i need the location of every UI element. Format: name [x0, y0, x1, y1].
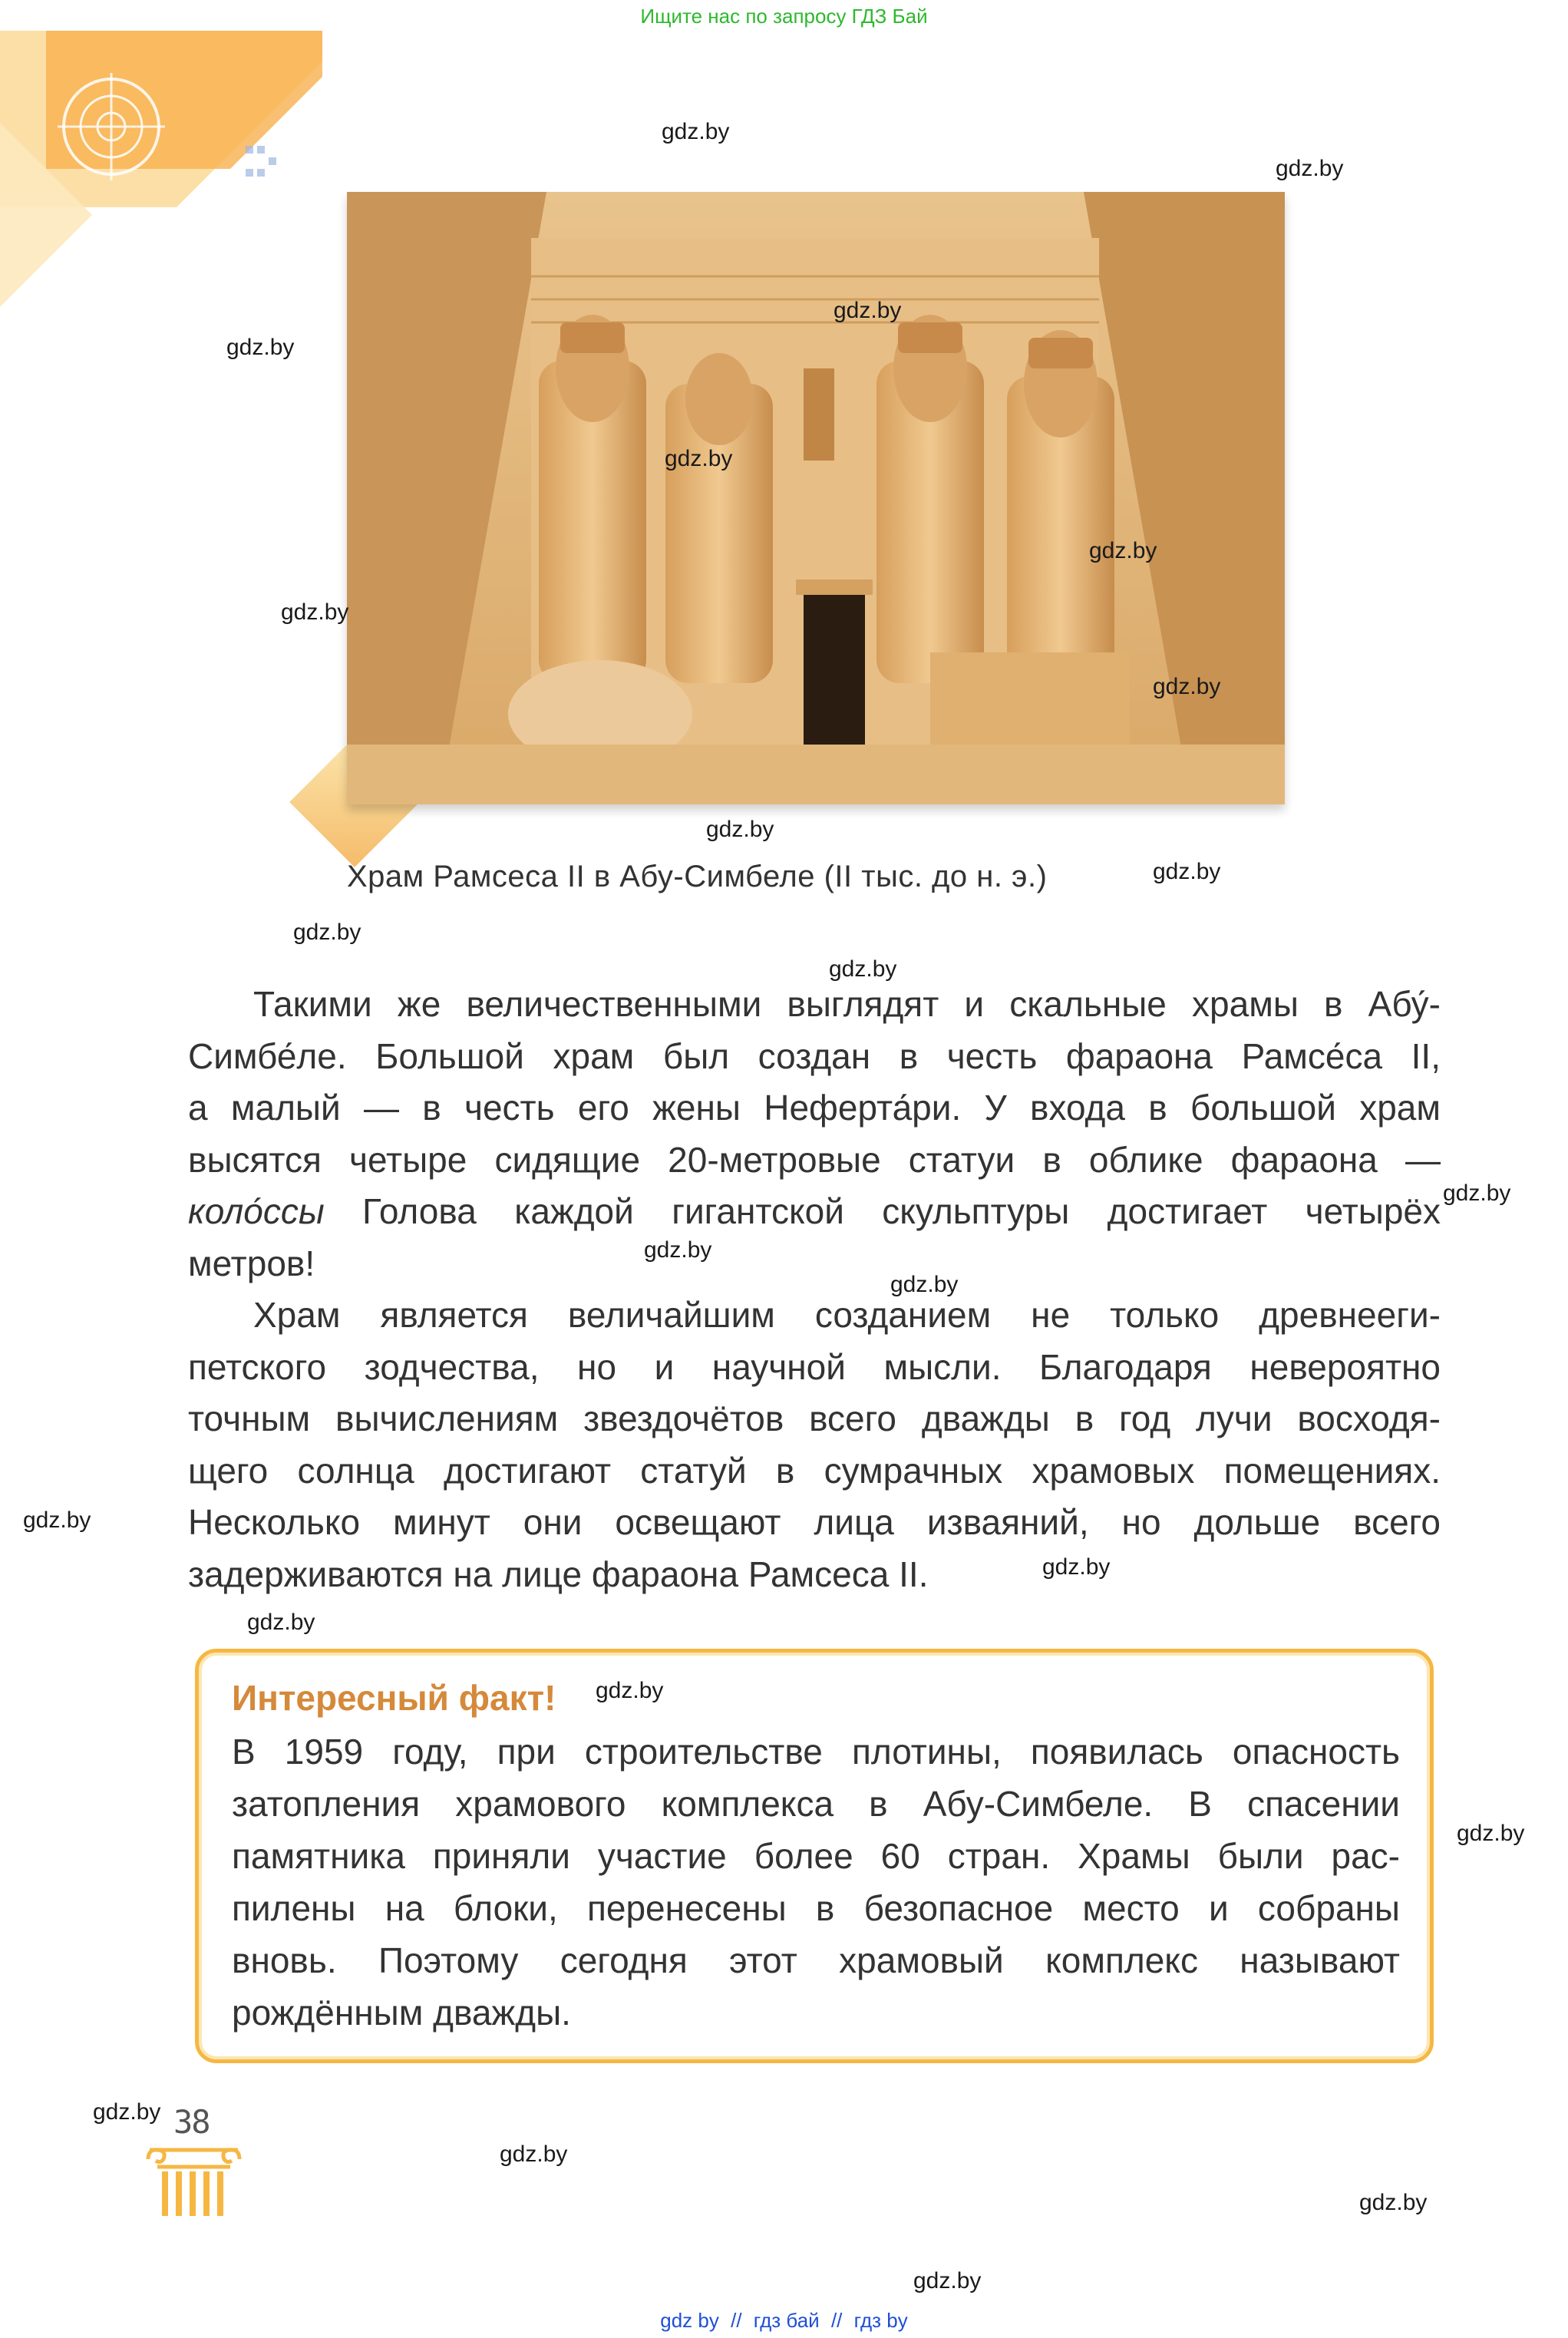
fact-text: [232, 1725, 1400, 2039]
watermark: gdz.by: [247, 1610, 315, 1635]
fact-line: вновь. Поэтому сегодня этот храмовый комплекс называют: [232, 1940, 1400, 1980]
fact-line: затопления храмового комплекса в Абу-Симбеле. В спасении: [232, 1784, 1400, 1824]
footer-link[interactable]: gdz by: [660, 2309, 719, 2332]
paragraph-line: задерживаются на лице фараона Рамсеса II.: [188, 1554, 929, 1594]
fact-title: Интересный факт!: [232, 1678, 556, 1718]
paragraph-line: Храм является величайшим созданием не только древнееги-: [253, 1295, 1441, 1335]
watermark: gdz.by: [706, 817, 774, 842]
watermark: gdz.by: [829, 956, 897, 982]
paragraph-line: щего солнца достигают статуй в сумрачных храмовых помещениях.: [188, 1450, 1441, 1491]
watermark: gdz.by: [226, 335, 295, 360]
watermark: gdz.by: [913, 2268, 982, 2293]
fact-line: рождённым дважды.: [232, 1993, 571, 2033]
paragraph-line: метров!: [188, 1243, 315, 1283]
paragraph-line: высятся четыре сидящие 20-метровые статуи в облике фараона —: [188, 1139, 1441, 1180]
paragraph-line: а малый — в честь его жены Неферта́ри. У входа в большой храм: [188, 1088, 1441, 1128]
temple-photo: [347, 192, 1285, 804]
ionic-column-icon: [142, 2145, 246, 2218]
paragraph-1: [188, 979, 1441, 1290]
paragraph-line: Симбе́ле. Большой храм был создан в честь фараона Рамсе́са II,: [188, 1035, 1441, 1076]
page-number: 38: [173, 2103, 210, 2141]
watermark: gdz.by: [1153, 859, 1221, 884]
watermark: gdz.by: [293, 920, 361, 945]
paragraph-line: Несколько минут они освещают лица изваяний, но дольше всего: [188, 1502, 1441, 1542]
watermark: gdz.by: [665, 446, 733, 471]
watermark: gdz.by: [500, 2142, 568, 2167]
watermark: gdz.by: [1042, 1554, 1111, 1580]
footer-separator: //: [830, 2309, 843, 2332]
footer-link[interactable]: гдз by: [853, 2309, 908, 2332]
watermark: gdz.by: [23, 1507, 91, 1533]
fact-line: пилены на блоки, перенесены в безопасное место и собраны: [232, 1888, 1400, 1928]
fact-line: В 1959 году, при строительстве плотины, появилась опасность: [232, 1732, 1400, 1772]
paragraph-line: точным вычислениям звездочётов всего дважды в год лучи восходя-: [188, 1399, 1441, 1438]
watermark: gdz.by: [281, 599, 349, 625]
watermark: gdz.by: [93, 2099, 161, 2125]
paragraph-line: Такими же величественными выглядят и скальные храмы в Абу́-: [253, 984, 1441, 1024]
watermark: gdz.by: [1153, 674, 1221, 699]
watermark: gdz.by: [644, 1237, 712, 1263]
footer-links: [0, 2309, 1568, 2333]
watermark: gdz.by: [1359, 2190, 1428, 2215]
italic-term: коло́ссы: [188, 1191, 325, 1231]
watermark: gdz.by: [662, 119, 730, 144]
watermark: gdz.by: [596, 1678, 664, 1703]
watermark: gdz.by: [1276, 156, 1344, 181]
decorative-corner-ornament: [0, 31, 322, 307]
watermark: gdz.by: [890, 1272, 959, 1297]
footer-link[interactable]: гдз бай: [753, 2309, 820, 2332]
search-hint-link[interactable]: Ищите нас по запросу ГДЗ Бай: [640, 5, 928, 28]
watermark: gdz.by: [1089, 538, 1157, 563]
fact-line: памятника приняли участие более 60 стран. Храмы были рас-: [232, 1836, 1400, 1876]
watermark: gdz.by: [834, 298, 902, 323]
paragraph-line: петского зодчества, но и научной мысли. Благодаря невероятно: [188, 1346, 1441, 1387]
photo-caption: Храм Рамсеса II в Абу-Симбеле (II тыс. до н. э.): [347, 860, 1048, 893]
watermark: gdz.by: [1443, 1181, 1511, 1206]
watermark: gdz.by: [1457, 1821, 1525, 1846]
paragraph-line-with-italic: коло́ссы Голова каждой гигантской скульптуры достигает четырёх: [188, 1191, 1441, 1231]
paragraph-2: [188, 1290, 1441, 1600]
footer-separator: //: [731, 2309, 742, 2332]
